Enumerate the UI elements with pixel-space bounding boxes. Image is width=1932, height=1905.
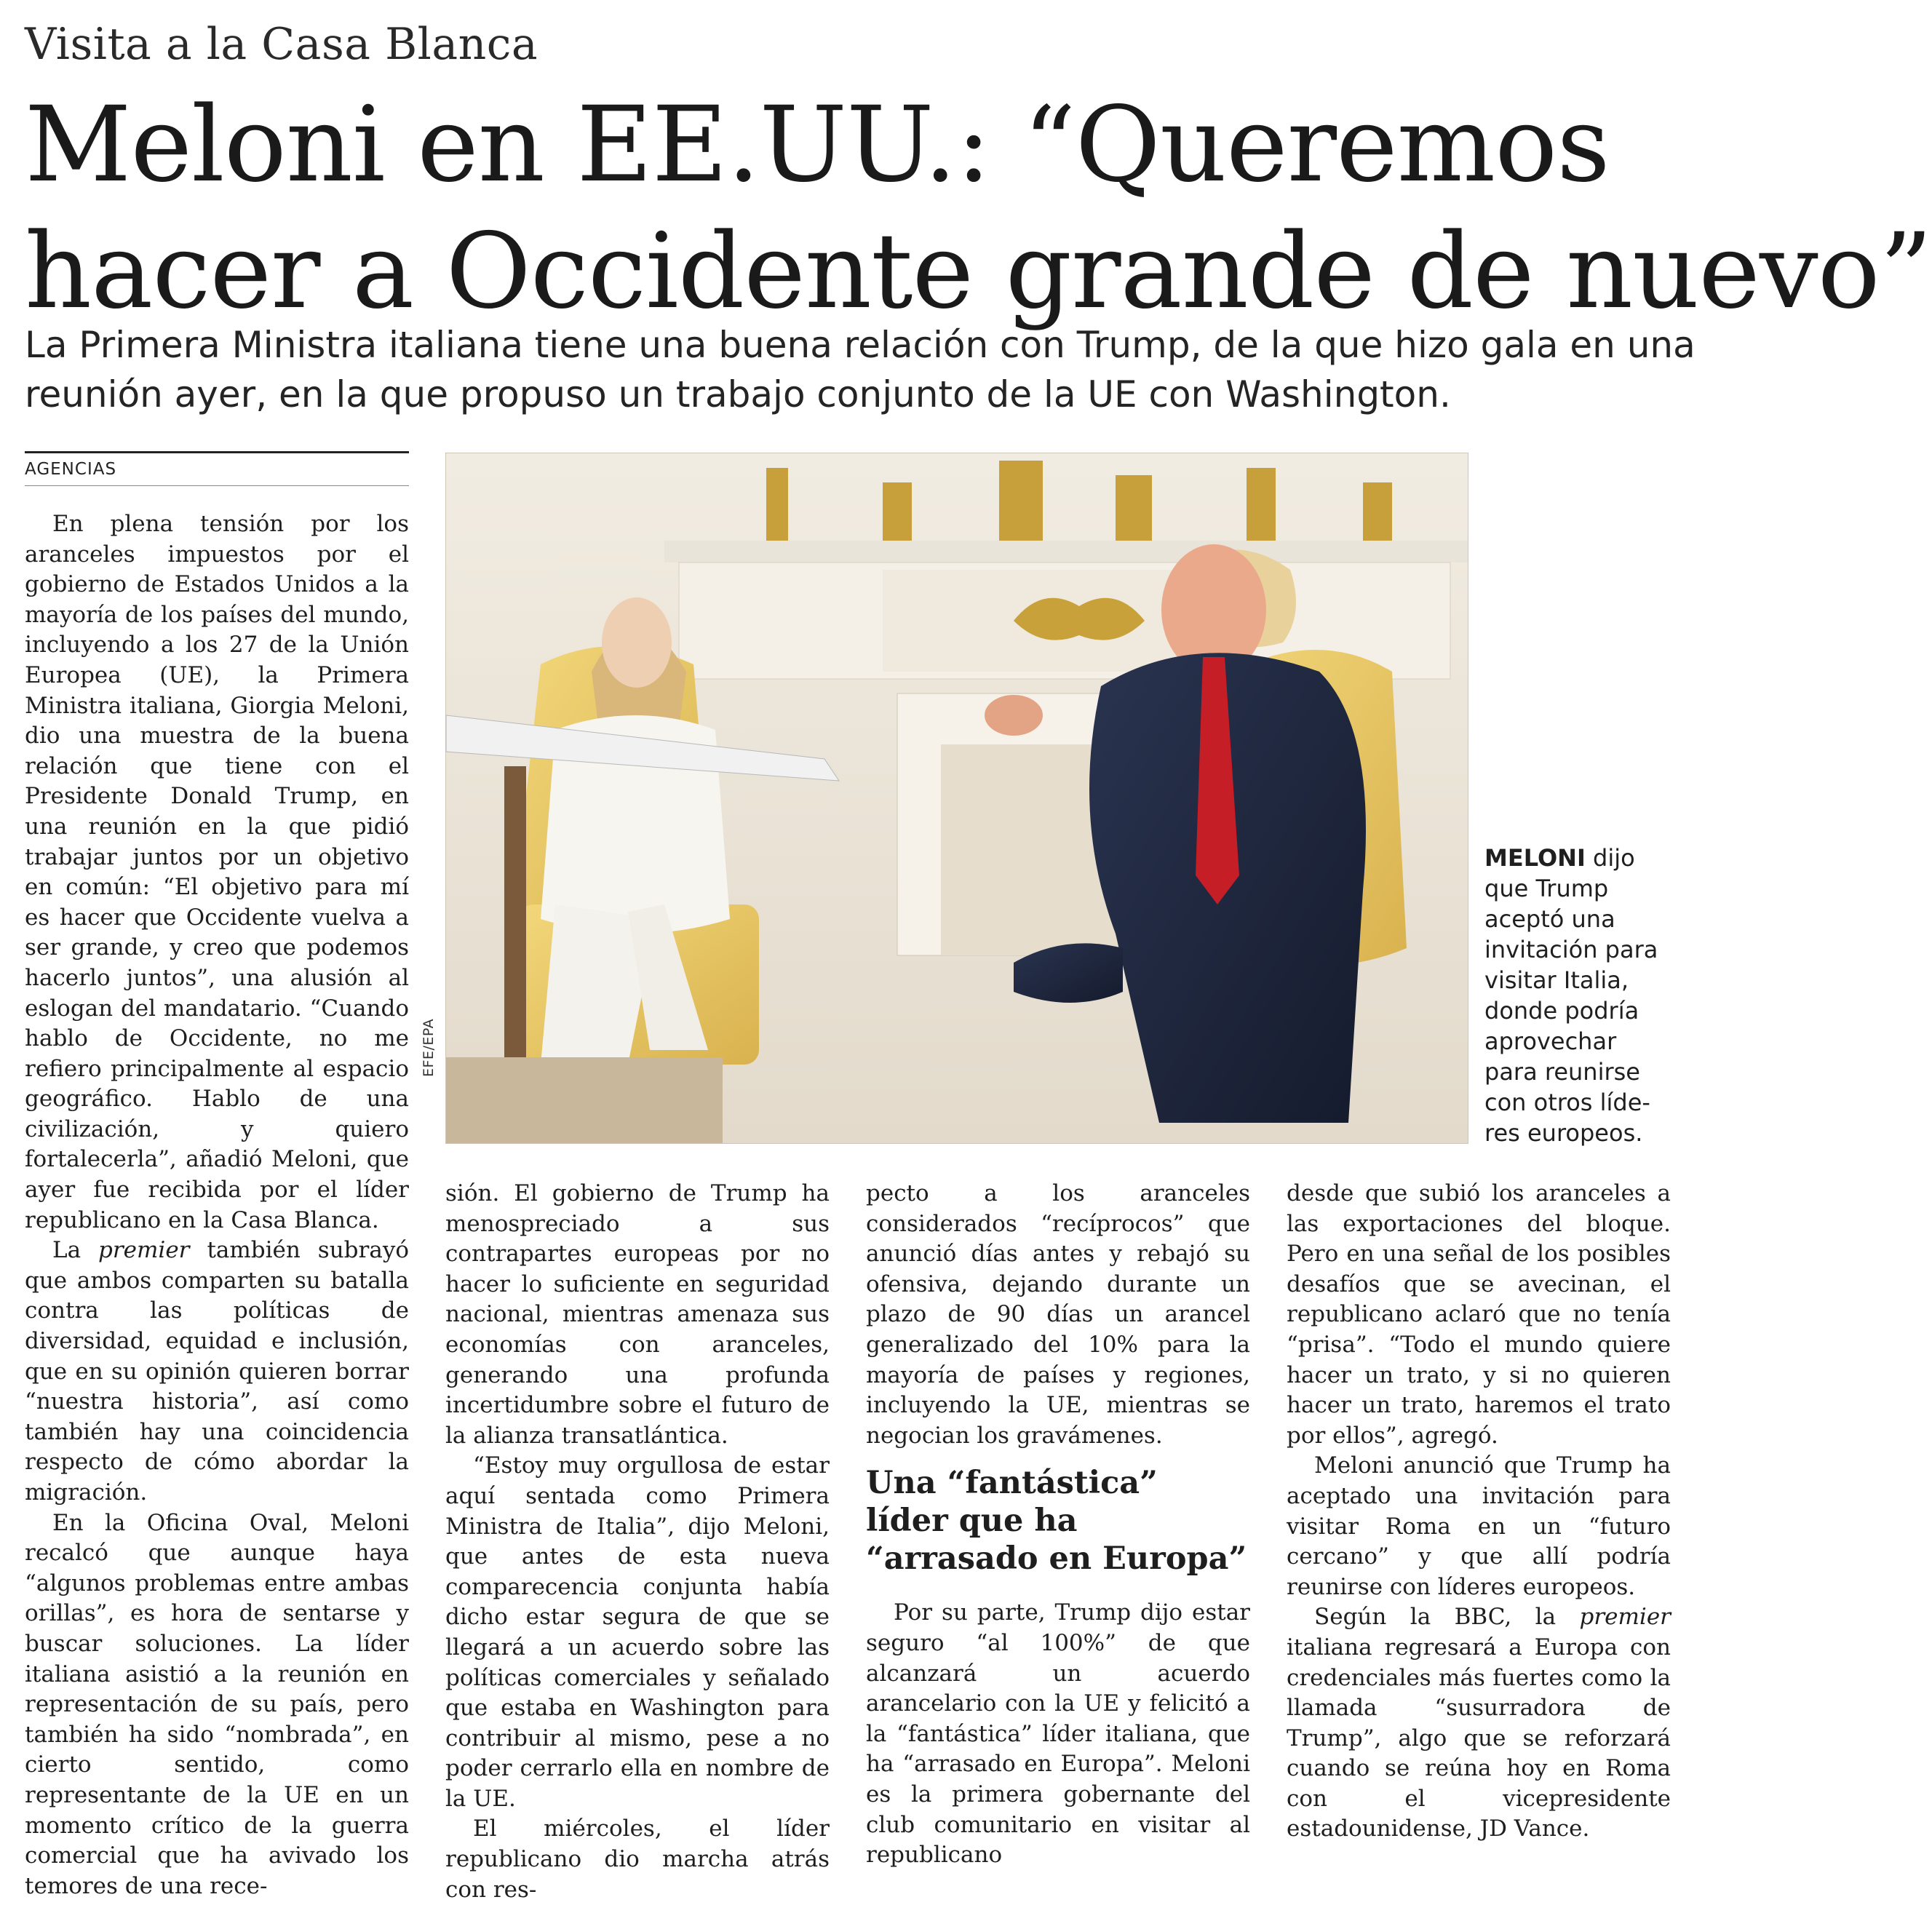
byline: AGENCIAS <box>25 460 117 479</box>
paragraph-1: En plena tensión por los aranceles impuestos por el gobierno de Estados Unidos a la mayoría de los países del mundo, incluyendo a los 27 de la Unión Europea (UE), la Primera Ministra italiana, Giorgia Meloni, dio una muestra de la buena relación que tiene con el Presidente Donald Trump, en una reunión en la que pidió trabajar juntos por un objetivo en común: “El objetivo para mí es hacer que Occidente vuelva a ser grande, y creo que podemos hacerlo juntos”, una alusión al eslogan del mandatario. “Cuando hablo de Occidente, no me refiero principalmente al espacio geográfico. Hablo de una civilización, y quiero fortalecerla”, añadió Meloni, que ayer fue recibida por el líder republicano en la Casa Blanca. <box>25 511 409 1233</box>
paragraph-5: “Estoy muy orgullosa de estar aquí sentada como Primera Ministra de Italia”, dijo Meloni, que antes de esta nueva comparecencia conjunta había dicho estar segura de que se llegará a un acuerdo sobre las políticas comerciales y señalado que estaba en Washington para contribuir al mismo, pese a no poder cerrarlo ella en nombre de la UE. <box>445 1452 830 1812</box>
article-column-1 <box>25 509 409 1901</box>
caption-line-6: donde podría <box>1484 997 1639 1025</box>
caption-line-4: invitación para <box>1484 936 1658 963</box>
subheading-line-1: Una “fantástica” <box>866 1465 1158 1502</box>
caption-line-10: res europeos. <box>1484 1119 1643 1147</box>
paragraph-9: desde que subió los aranceles a las exportaciones del bloque. Pero en una señal de los posibles desafíos que se avecinan, el republicano aclaró que no tenía “prisa”. “Todo el mundo quiere hacer un trato, y si no quieren hacer un trato, haremos el trato por ellos”, agregó. <box>1287 1180 1671 1449</box>
paragraph-2-start: La <box>52 1237 99 1264</box>
paragraph-7: pecto a los aranceles considerados “recíprocos” que anunció días antes y rebajó su ofensiva, dejando durante un plazo de 90 días un arancel generalizado del 10% para la mayoría de países y regiones, incluyendo la UE, mientras se negocian los gravámenes. <box>866 1180 1250 1449</box>
subheading <box>866 1464 1250 1578</box>
caption-line-2: que Trump <box>1484 875 1609 902</box>
deck <box>25 320 1696 419</box>
article-column-2 <box>445 1179 830 1905</box>
byline-divider <box>25 485 409 486</box>
deck-line-2: reunión ayer, en la que propuso un trabajo conjunto de la UE con Washington. <box>25 373 1451 415</box>
byline-rule <box>25 451 409 453</box>
caption-line-8: para reunirse <box>1484 1058 1640 1086</box>
caption-line-1 <box>1484 843 1688 873</box>
photo-caption <box>1484 843 1688 1148</box>
caption-lead: MELONI <box>1484 844 1586 872</box>
photo-meloni-trump-oval-office <box>446 453 1468 1143</box>
paragraph-4: sión. El gobierno de Trump ha menospreciado a sus contrapartes europeas por no hacer lo suficiente en seguridad nacional, mientras amenaza sus economías con aranceles, generando una profunda incertidumbre sobre el futuro de la alianza transatlántica. <box>445 1180 830 1449</box>
photo-credit: EFE/EPA <box>421 1018 437 1077</box>
caption-line-9: con otros líde- <box>1484 1089 1650 1116</box>
paragraph-10: Meloni anunció que Trump ha aceptado una invitación para visitar Roma en un “futuro cercano” y que allí podría reunirse con líderes europeos. <box>1287 1452 1671 1600</box>
headline-line-1: Meloni en EE.UU.: “Queremos <box>25 84 1610 205</box>
premier-emphasis-2: premier <box>1579 1604 1671 1631</box>
premier-emphasis: premier <box>98 1237 190 1264</box>
paragraph-2-rest: también subrayó que ambos comparten su batalla contra las políticas de diversidad, equidad e inclusión, que en su opinión quieren borrar “nuestra historia”, así como también hay una coincidencia respecto de cómo abordar la migración. <box>25 1237 409 1506</box>
paragraph-6: El miércoles, el líder republicano dio marcha atrás con res- <box>445 1815 830 1903</box>
paragraph-11 <box>1287 1602 1671 1845</box>
paragraph-11-rest: italiana regresará a Europa con credenciales más fuertes como la llamada “susurradora de Trump”, algo que se reforzará cuando se reúna hoy en Roma con el vicepresidente estadounidense, JD Vance. <box>1287 1634 1671 1842</box>
subheading-line-3: “arrasado en Europa” <box>866 1540 1247 1578</box>
caption-line-3: aceptó una <box>1484 905 1615 933</box>
article-column-4 <box>1287 1179 1671 1845</box>
paragraph-2 <box>25 1236 409 1508</box>
paragraph-3: En la Oficina Oval, Meloni recalcó que aunque haya “algunos problemas entre ambas orillas”, es hora de sentarse y buscar soluciones. La líder italiana asistió a la reunión en representación de su país, pero también ha sido “nombrada”, en cierto sentido, como representante de la UE en un momento crítico de la guerra comercial que ha avivado los temores de una rece- <box>25 1509 409 1899</box>
article-column-3 <box>866 1179 1250 1871</box>
paragraph-11-start: Según la BBC, la <box>1314 1604 1580 1631</box>
subheading-line-2: líder que ha <box>866 1503 1078 1540</box>
caption-line-7: aprovechar <box>1484 1027 1617 1055</box>
headline <box>25 81 1932 335</box>
caption-line-5: visitar Italia, <box>1484 966 1629 994</box>
section-kicker: Visita a la Casa Blanca <box>25 19 538 70</box>
headline-line-2: hacer a Occidente grande de nuevo” <box>25 210 1932 332</box>
deck-line-1: La Primera Ministra italiana tiene una buena relación con Trump, de la que hizo gala en una <box>25 324 1696 366</box>
caption-line-1-text: dijo <box>1593 844 1635 872</box>
paragraph-8: Por su parte, Trump dijo estar seguro “al 100%” de que alcanzará un acuerdo arancelario con la UE y felicitó a la “fantástica” líder italiana, que ha “arrasado en Europa”. Meloni es la primera gobernante del club comunitario en visitar al republicano <box>866 1599 1250 1869</box>
news-photo <box>445 453 1468 1144</box>
